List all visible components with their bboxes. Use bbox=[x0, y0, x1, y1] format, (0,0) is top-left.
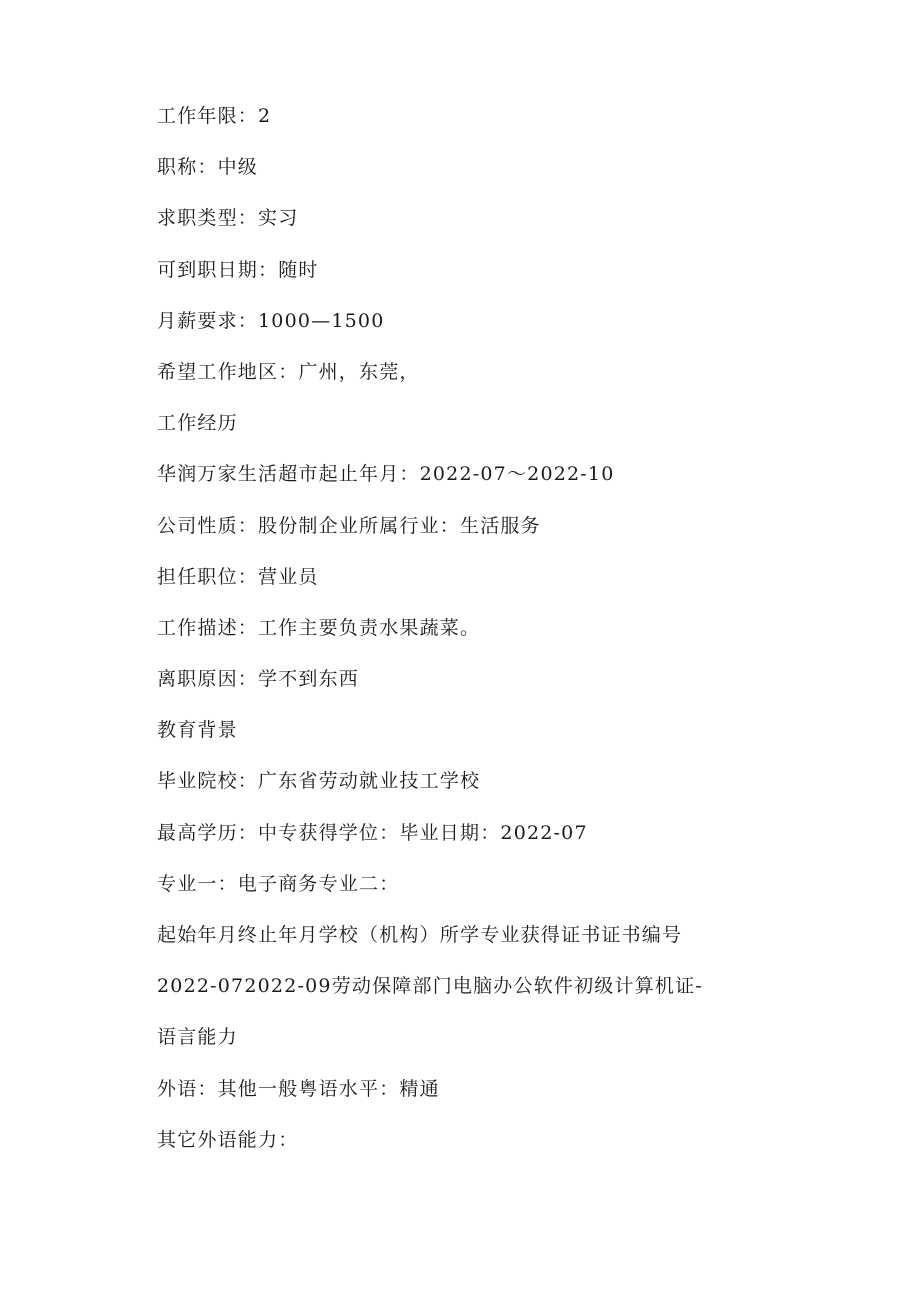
line-certificate-row: 2022-072022-09劳动保障部门电脑办公软件初级计算机证- bbox=[157, 975, 703, 998]
line-available-date: 可到职日期：随时 bbox=[157, 258, 319, 281]
resume-text-body bbox=[157, 101, 857, 1176]
line-salary: 月薪要求：1000—1500 bbox=[157, 309, 385, 332]
line-desired-region: 希望工作地区：广州，东莞， bbox=[157, 360, 420, 383]
line-title: 职称：中级 bbox=[157, 156, 259, 179]
line-position: 担任职位：营业员 bbox=[157, 565, 319, 588]
line-job-description: 工作描述：工作主要负责水果蔬菜。 bbox=[157, 616, 481, 639]
line-leave-reason: 离职原因：学不到东西 bbox=[157, 668, 360, 691]
line-work-years: 工作年限：2 bbox=[157, 105, 272, 127]
section-heading-work-experience: 工作经历 bbox=[157, 412, 238, 435]
line-certificate-header: 起始年月终止年月学校（机构）所学专业获得证书证书编号 bbox=[157, 924, 683, 946]
line-school: 毕业院校：广东省劳动就业技工学校 bbox=[157, 770, 481, 793]
line-other-language: 其它外语能力： bbox=[157, 1128, 299, 1151]
line-highest-degree: 最高学历：中专获得学位：毕业日期：2022-07 bbox=[157, 821, 588, 844]
section-heading-education: 教育背景 bbox=[157, 719, 238, 742]
line-employer-period: 华润万家生活超市起止年月：2022-07～2022-10 bbox=[157, 463, 615, 486]
line-majors: 专业一：电子商务专业二： bbox=[157, 872, 400, 895]
line-company-nature: 公司性质：股份制企业所属行业：生活服务 bbox=[157, 514, 541, 537]
section-heading-language: 语言能力 bbox=[157, 1026, 238, 1049]
line-job-type: 求职类型：实习 bbox=[157, 207, 299, 230]
line-foreign-language: 外语：其他一般粤语水平：精通 bbox=[157, 1077, 440, 1100]
